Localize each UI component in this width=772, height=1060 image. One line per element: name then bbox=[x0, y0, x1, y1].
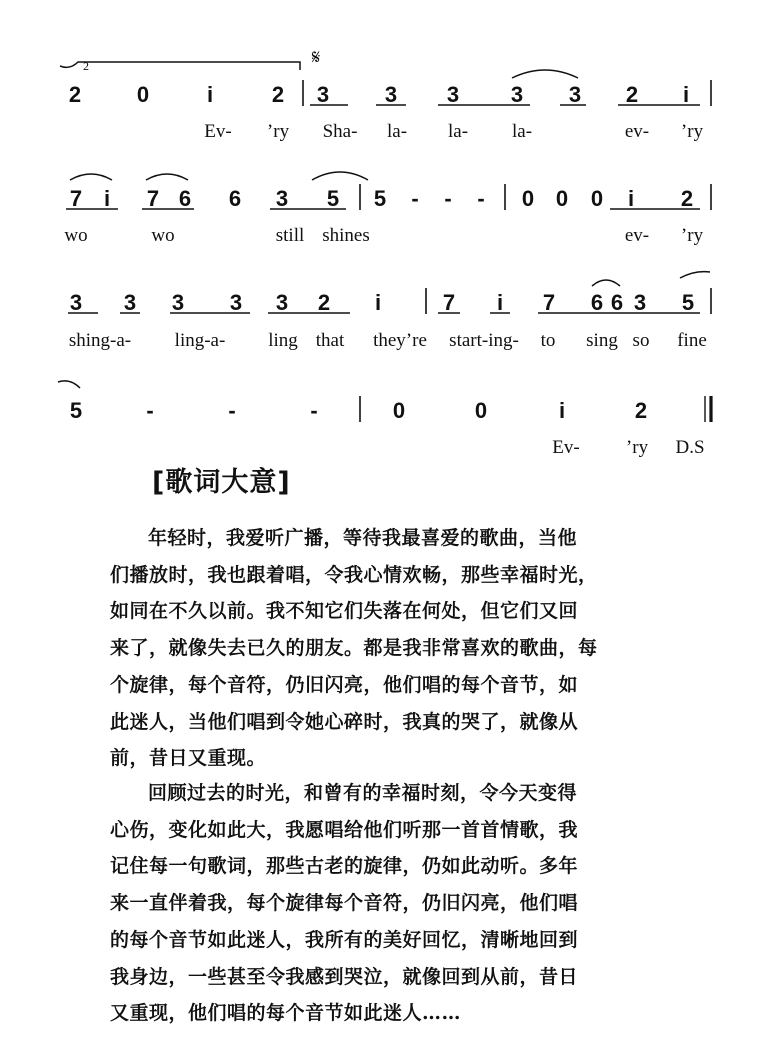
paragraph-line: 此迷人，当他们唱到令她心碎时，我真的哭了，就像从 bbox=[110, 710, 579, 733]
paragraph-line: 来了，就像失去已久的朋友。都是我非常喜欢的歌曲，每 bbox=[110, 637, 598, 660]
note: 6 bbox=[590, 290, 604, 315]
lyric: wo bbox=[64, 225, 88, 246]
tie-end bbox=[58, 381, 80, 388]
note: i bbox=[374, 290, 382, 315]
lyric: they’re bbox=[373, 330, 427, 351]
lyric: so bbox=[632, 330, 650, 351]
paragraph-line: 们播放时，我也跟着唱，令我心情欢畅，那些幸福时光， bbox=[110, 563, 598, 586]
note: i bbox=[206, 82, 214, 107]
note: 3 bbox=[171, 290, 185, 315]
note: 7 bbox=[69, 186, 83, 211]
note: i bbox=[103, 186, 111, 211]
paragraph-line: 我身边，一些甚至令我感到哭泣，就像回到从前，昔日 bbox=[110, 965, 579, 988]
dash: - bbox=[477, 186, 485, 211]
note: 3 bbox=[446, 82, 460, 107]
paragraph-line: 个旋律，每个音符，仍旧闪亮，他们唱的每个音节，如 bbox=[110, 673, 579, 696]
volta-label: 2 bbox=[83, 59, 89, 73]
note: 0 bbox=[474, 398, 488, 423]
note: 7 bbox=[542, 290, 556, 315]
note: 3 bbox=[275, 290, 289, 315]
tie-start bbox=[680, 272, 710, 278]
lyric: Ev- bbox=[552, 437, 580, 458]
note: 2 bbox=[625, 82, 639, 107]
lyrics-meaning-paragraph-2 bbox=[110, 775, 665, 1032]
lyric: ’ry bbox=[680, 121, 704, 142]
note: 0 bbox=[555, 186, 569, 211]
note: 3 bbox=[316, 82, 330, 107]
paragraph-line: 年轻时，我爱听广播，等待我最喜爱的歌曲，当他 bbox=[148, 527, 578, 549]
dash: - bbox=[444, 186, 452, 211]
note: 5 bbox=[326, 186, 340, 211]
lyric: ev- bbox=[624, 225, 650, 246]
slur bbox=[312, 172, 368, 180]
lyric: start-ing- bbox=[449, 330, 519, 351]
lyric: ev- bbox=[624, 121, 650, 142]
note: 6 bbox=[610, 290, 624, 315]
note: 0 bbox=[521, 186, 535, 211]
note: 7 bbox=[442, 290, 456, 315]
note: 3 bbox=[384, 82, 398, 107]
paragraph-line: 又重现，他们唱的每个音节如此迷人…… bbox=[110, 1002, 462, 1025]
note: 2 bbox=[680, 186, 694, 211]
section-title: [歌词大意] bbox=[152, 467, 291, 498]
note: 6 bbox=[178, 186, 192, 211]
slur bbox=[146, 174, 188, 180]
note: 5 bbox=[373, 186, 387, 211]
slur bbox=[70, 174, 112, 180]
note: 3 bbox=[123, 290, 137, 315]
lyric: Sha- bbox=[322, 121, 358, 142]
lyric: ’ry bbox=[680, 225, 704, 246]
lyric: wo bbox=[151, 225, 175, 246]
note: 7 bbox=[146, 186, 160, 211]
lyric: sing bbox=[586, 330, 618, 351]
lyric: ’ry bbox=[266, 121, 290, 142]
paragraph-line: 记住每一句歌词，那些古老的旋律，仍如此动听。多年 bbox=[110, 855, 579, 878]
note: 3 bbox=[510, 82, 524, 107]
note: 0 bbox=[392, 398, 406, 423]
lyric: that bbox=[315, 330, 345, 351]
lyric: Ev- bbox=[204, 121, 232, 142]
note: 0 bbox=[590, 186, 604, 211]
volta-bracket bbox=[60, 62, 300, 70]
ds-marking: D.S bbox=[675, 437, 705, 458]
dash: - bbox=[411, 186, 419, 211]
dash: - bbox=[146, 398, 154, 423]
paragraph-line: 前，昔日又重现。 bbox=[110, 747, 267, 770]
segno-icon: 𝄋 bbox=[311, 47, 321, 69]
lyric: still bbox=[275, 225, 305, 246]
note: 3 bbox=[633, 290, 647, 315]
lyric: la- bbox=[511, 121, 533, 142]
slur bbox=[512, 70, 578, 78]
note: i bbox=[682, 82, 690, 107]
note: 2 bbox=[68, 82, 82, 107]
lyric: ling-a- bbox=[174, 330, 226, 351]
note: 5 bbox=[681, 290, 695, 315]
lyric: fine bbox=[677, 330, 707, 351]
note: i bbox=[496, 290, 504, 315]
lyric: shines bbox=[322, 225, 370, 246]
note: 6 bbox=[228, 186, 242, 211]
note: i bbox=[627, 186, 635, 211]
paragraph-line: 心伤，变化如此大，我愿唱给他们听那一首首情歌，我 bbox=[110, 818, 579, 841]
paragraph-line: 如同在不久以前。我不知它们失落在何处，但它们又回 bbox=[110, 600, 579, 623]
note: 3 bbox=[69, 290, 83, 315]
paragraph-line: 的每个音节如此迷人，我所有的美好回忆，清晰地回到 bbox=[110, 928, 579, 951]
note: 3 bbox=[275, 186, 289, 211]
note: i bbox=[558, 398, 566, 423]
paragraph-line: 来一直伴着我，每个旋律每个音符，仍旧闪亮，他们唱 bbox=[110, 892, 579, 915]
lyric: shing-a- bbox=[68, 330, 132, 351]
lyric: to bbox=[540, 330, 556, 351]
dash: - bbox=[228, 398, 236, 423]
note: 0 bbox=[136, 82, 150, 107]
note: 3 bbox=[568, 82, 582, 107]
paragraph-line: 回顾过去的时光，和曾有的幸福时刻，令今天变得 bbox=[148, 782, 578, 804]
lyric: la- bbox=[386, 121, 408, 142]
score-lines-layer bbox=[0, 0, 772, 470]
slur bbox=[592, 280, 620, 286]
numbered-music-score bbox=[0, 0, 772, 470]
dash: - bbox=[310, 398, 318, 423]
lyric: ’ry bbox=[625, 437, 649, 458]
note: 2 bbox=[271, 82, 285, 107]
note: 3 bbox=[229, 290, 243, 315]
note: 2 bbox=[317, 290, 331, 315]
lyric: ling bbox=[268, 330, 298, 351]
note: 2 bbox=[634, 398, 648, 423]
note: 5 bbox=[69, 398, 83, 423]
lyric: la- bbox=[447, 121, 469, 142]
lyrics-meaning-paragraph-1 bbox=[110, 520, 665, 777]
